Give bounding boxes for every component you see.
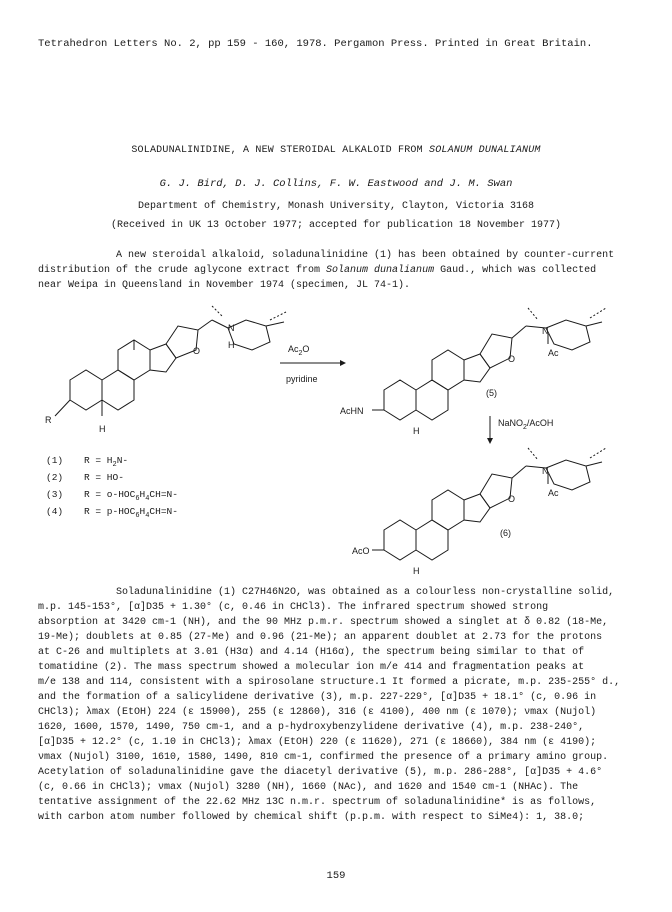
title-species: SOLANUM DUNALIANUM bbox=[429, 145, 541, 156]
body-line: m/e 138 and 114, consistent with a spirosolane structure.1 It formed a picrate, m.p. 235-255° d., bbox=[38, 677, 621, 688]
label-compound-6: (6) bbox=[500, 528, 511, 538]
reaction-scheme bbox=[0, 298, 672, 578]
reaction-arrowhead-1 bbox=[340, 360, 346, 366]
species-name: Solanum dunalianum bbox=[326, 265, 435, 276]
atom-o-1: O bbox=[193, 346, 201, 356]
label-compound-5: (5) bbox=[486, 388, 497, 398]
body-line: m.p. 145-153°, [α]D35 + 1.30° (c, 0.46 in CHCl3). The infrared spectrum showed strong bbox=[38, 602, 549, 613]
received-dates: (Received in UK 13 October 1977; accepted for publication 18 November 1977) bbox=[110, 220, 562, 231]
body-paragraph bbox=[38, 586, 638, 826]
body-line: 19-Me); doublets at 0.85 (27-Me) and 0.96 (21-Me); an apparent doublet at 2.73 for the protons bbox=[38, 632, 603, 643]
body-line: [α]D35 + 12.2° (c, 1.10 in CHCl3); λmax (EtOH) 220 (ε 11620), 271 (ε 18660), 384 nm (ε 4190); bbox=[38, 737, 597, 748]
body-line: Acetylation of soladunalinidine gave the diacetyl derivative (5), m.p. 286-288°, [α]D35 + 4.6° bbox=[38, 767, 603, 778]
reagent-acetic-anhydride: $Ac_2O$ bbox=[288, 344, 310, 357]
atom-n-5: N bbox=[542, 326, 549, 336]
article-title bbox=[0, 145, 672, 156]
atom-r: R bbox=[45, 415, 52, 425]
intro-line-2: distribution of the crude aglycone extract from Solanum dunalianum Gaud., which was collected bbox=[38, 265, 597, 276]
intro-line-1: A new steroidal alkaloid, soladunalinidine (1) has been obtained by counter-current bbox=[116, 250, 615, 261]
body-line: CHCl3); λmax (EtOH) 224 (ε 15900), 255 (ε 12860), 316 (ε 4100), 400 nm (ε 1070); νmax (Nujol) bbox=[38, 707, 597, 718]
atom-o-6: O bbox=[508, 494, 516, 504]
compound-5-structure bbox=[372, 308, 606, 420]
reagent-pyridine: pyridine bbox=[286, 374, 318, 384]
atom-h-5-6: H bbox=[413, 566, 420, 576]
atom-n-1: N bbox=[228, 323, 235, 333]
author-list: G. J. Bird, D. J. Collins, F. W. Eastwood and J. M. Swan bbox=[159, 178, 513, 190]
body-line: (c, 0.66 in CHCl3); νmax (Nujol) 3280 (NH), 1660 (NAc), and 1620 and 1540 cm-1 (NHAc). The bbox=[38, 782, 579, 793]
reagent-nitrous: NaNO$_2$/AcOH bbox=[498, 418, 554, 431]
substituent-aco: AcO bbox=[352, 546, 370, 556]
body-line: tentative assignment of the 22.62 MHz 13C n.m.r. spectrum of soladunalinidine* is as follows, bbox=[38, 797, 597, 808]
intro-line-3: near Weipa in Queensland in November 1974 (specimen, JL 74-1). bbox=[38, 280, 411, 291]
atom-h-5-1: H bbox=[99, 424, 106, 434]
body-line: with carbon atom number followed by chemical shift (p.p.m. with respect to SiMe4): 1, 38.0; bbox=[38, 812, 585, 823]
body-line: absorption at 3420 cm-1 (NH), and the 90 MHz p.m.r. spectrum showed a singlet at δ 0.82 (18-Me, bbox=[38, 617, 609, 628]
body-line: tomatidine (2). The mass spectrum showed a molecular ion m/e 414 and fragmentation peaks at bbox=[38, 662, 585, 673]
atom-ac-6: Ac bbox=[548, 488, 559, 498]
r-def-2: (2) R = HO- bbox=[46, 472, 124, 483]
r-def-4: (4) $R = p-HOC_6H_4CH=N-$ bbox=[46, 506, 178, 520]
atom-o-5: O bbox=[508, 354, 516, 364]
body-line: 1620, 1600, 1570, 1490, 750 cm-1, and a p-hydroxybenzylidene derivative (4), m.p. 238-240°, bbox=[38, 722, 585, 733]
body-line: and the formation of a salicylidene derivative (3), m.p. 227-229°, [α]D35 + 18.1° (c, 0.96 in bbox=[38, 692, 597, 703]
substituent-achn: AcHN bbox=[340, 406, 364, 416]
atom-h-5-5: H bbox=[413, 426, 420, 436]
body-line: at C-26 and multiplets at 3.01 (H3α) and 4.14 (H16α), the spectrum being similar to that of bbox=[38, 647, 585, 658]
atom-h-nh-1: H bbox=[228, 340, 235, 350]
atom-ac-5: Ac bbox=[548, 348, 559, 358]
body-line: Soladunalinidine (1) C27H46N2O, was obtained as a colourless non-crystalline solid, bbox=[116, 587, 615, 598]
atom-n-6: N bbox=[542, 466, 549, 476]
page-number: 159 bbox=[326, 870, 346, 882]
r-def-1: (1) $R = H_2N-$ bbox=[46, 455, 129, 469]
reaction-arrowhead-2 bbox=[487, 438, 493, 444]
compound-1-structure bbox=[55, 306, 286, 416]
journal-citation-header: Tetrahedron Letters No. 2, pp 159 - 160, 1978. Pergamon Press. Printed in Great Britain. bbox=[38, 38, 593, 50]
r-group-definitions bbox=[46, 452, 178, 520]
body-line: νmax (Nujol) 3100, 1610, 1580, 1490, 810 cm-1, confirmed the presence of a primary amino group. bbox=[38, 752, 609, 763]
compound-6-structure bbox=[372, 448, 606, 560]
title-main: SOLADUNALINIDINE, A NEW STEROIDAL ALKALOID FROM bbox=[131, 145, 430, 156]
intro-paragraph bbox=[38, 249, 638, 294]
r-def-3: (3) $R = o-HOC_6H_4CH=N-$ bbox=[46, 489, 178, 503]
affiliation: Department of Chemistry, Monash University, Clayton, Victoria 3168 bbox=[137, 201, 535, 212]
